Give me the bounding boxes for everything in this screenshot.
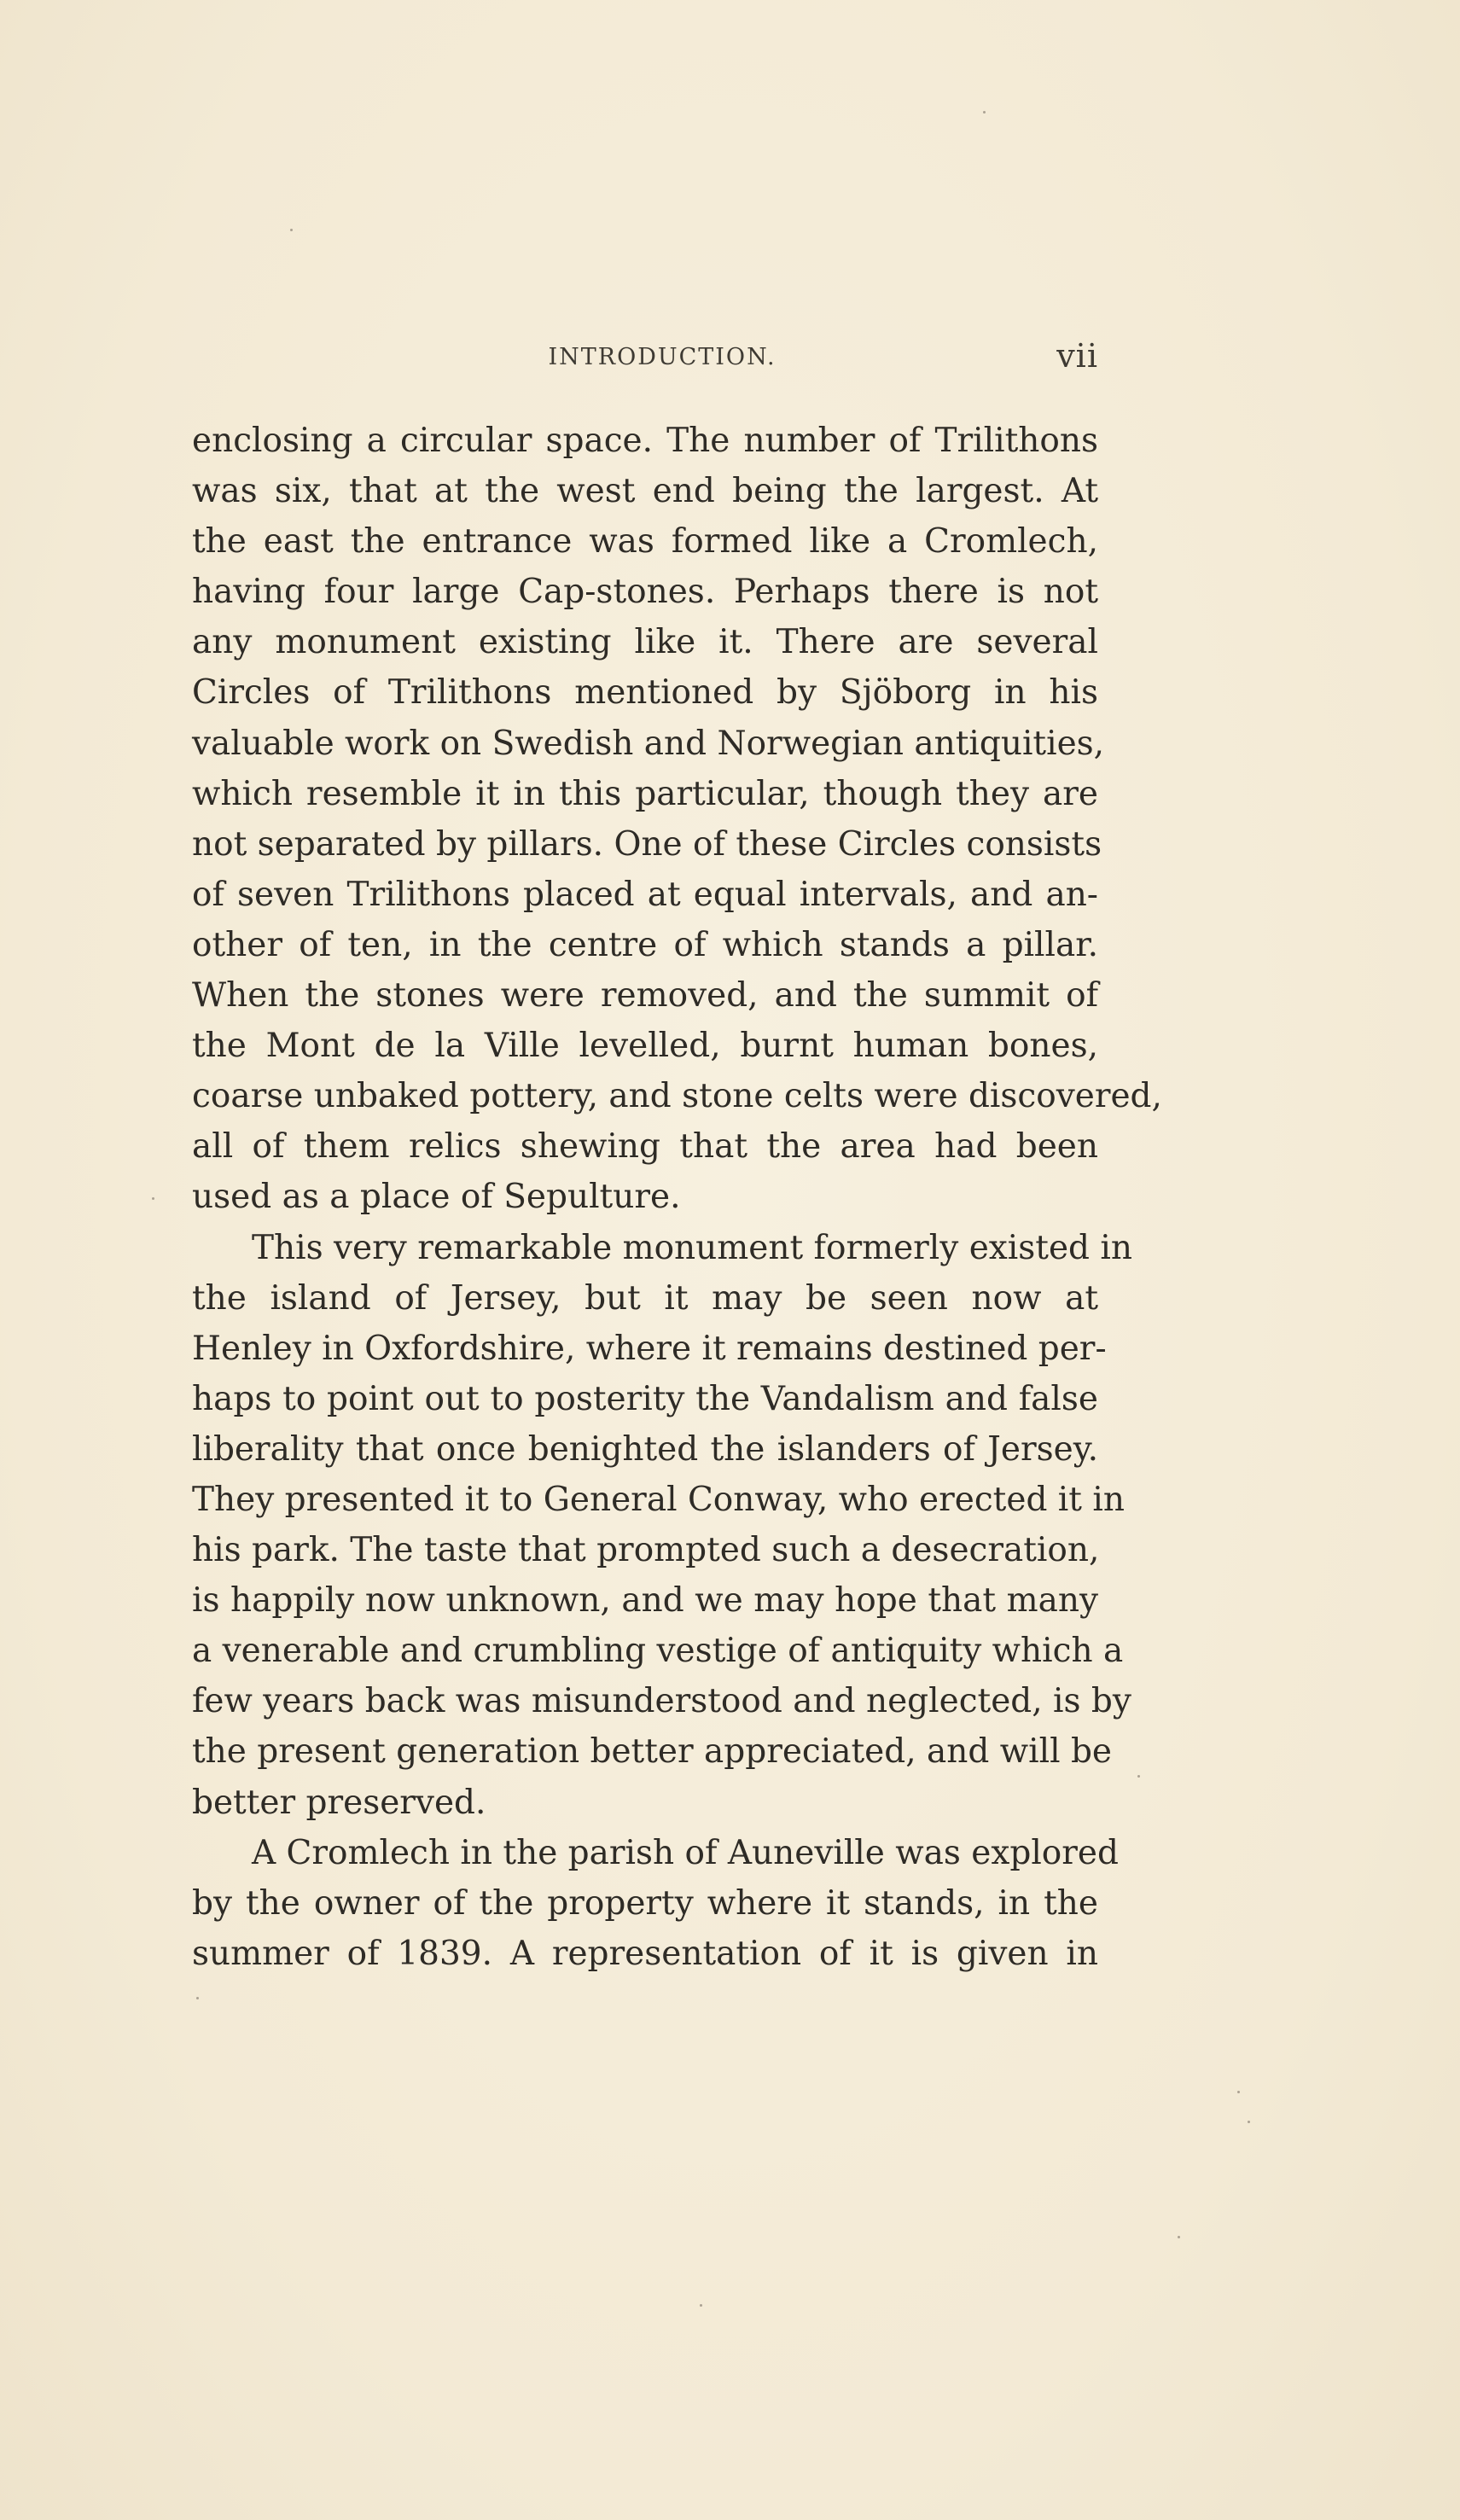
text-line: haps to point out to posterity the Vandalism and false xyxy=(192,1379,1098,1418)
paper-speck xyxy=(1237,2091,1240,2093)
paper-speck xyxy=(1248,2121,1250,2123)
text-line: was six, that at the west end being the largest. At xyxy=(192,472,1098,511)
paper-speck xyxy=(1137,1775,1140,1778)
paragraph-start-line: A Cromlech in the parish of Auneville was explored xyxy=(252,1833,1119,1872)
text-line: which resemble it in this particular, though they are xyxy=(192,774,1098,813)
text-line: Circles of Trilithons mentioned by Sjöborg in his xyxy=(192,673,1098,713)
running-head xyxy=(192,337,1098,388)
paragraph-start-line: This very remarkable monument formerly existed in xyxy=(252,1228,1132,1267)
text-line: is happily now unknown, and we may hope that many xyxy=(192,1581,1098,1621)
paper-speck xyxy=(983,111,986,113)
text-line: by the owner of the property where it stands, in the xyxy=(192,1883,1098,1923)
paper-speck xyxy=(152,1197,154,1200)
paragraph-end-line: used as a place of Sepulture. xyxy=(192,1178,681,1217)
text-line: the present generation better appreciated, and will be xyxy=(192,1732,1112,1772)
text-line: When the stones were removed, and the summit of xyxy=(192,976,1098,1016)
text-line: his park. The taste that prompted such a desecration, xyxy=(192,1531,1100,1570)
paper-speck xyxy=(1178,2236,1180,2238)
text-line: the Mont de la Ville levelled, burnt human bones, xyxy=(192,1027,1098,1066)
text-line: the east the entrance was formed like a Cromlech, xyxy=(192,522,1098,562)
paper-speck xyxy=(196,1997,199,1999)
text-line: They presented it to General Conway, who erected it in xyxy=(192,1480,1125,1519)
text-line: summer of 1839. A representation of it is given in xyxy=(192,1934,1098,1973)
text-line: valuable work on Swedish and Norwegian antiquities, xyxy=(192,724,1105,763)
text-line: of seven Trilithons placed at equal intervals, and an- xyxy=(192,875,1098,914)
text-line: enclosing a circular space. The number of Trilithons xyxy=(192,422,1098,460)
text-line: the island of Jersey, but it may be seen now at xyxy=(192,1278,1098,1318)
text-line: any monument existing like it. There are several xyxy=(192,623,1098,662)
paragraph-end-line: better preserved. xyxy=(192,1783,486,1822)
text-line: other of ten, in the centre of which stands a pillar. xyxy=(192,925,1098,964)
text-line: a venerable and crumbling vestige of antiquity which a xyxy=(192,1632,1124,1671)
text-line: liberality that once benighted the islanders of Jersey. xyxy=(192,1429,1098,1469)
text-line: Henley in Oxfordshire, where it remains destined per- xyxy=(192,1329,1107,1368)
text-line: all of them relics shewing that the area had been xyxy=(192,1127,1098,1167)
text-line: coarse unbaked pottery, and stone celts were discovered, xyxy=(192,1077,1162,1116)
paper-speck xyxy=(290,229,293,231)
text-line: few years back was misunderstood and neglected, is by xyxy=(192,1682,1131,1721)
paper-speck xyxy=(700,2304,702,2307)
running-title: INTRODUCTION. xyxy=(548,344,777,370)
text-line: not separated by pillars. One of these Circles consists xyxy=(192,824,1102,864)
body-text xyxy=(192,416,1162,1979)
page-number: vii xyxy=(1056,337,1098,375)
text-line: having four large Cap-stones. Perhaps there is not xyxy=(192,573,1098,612)
